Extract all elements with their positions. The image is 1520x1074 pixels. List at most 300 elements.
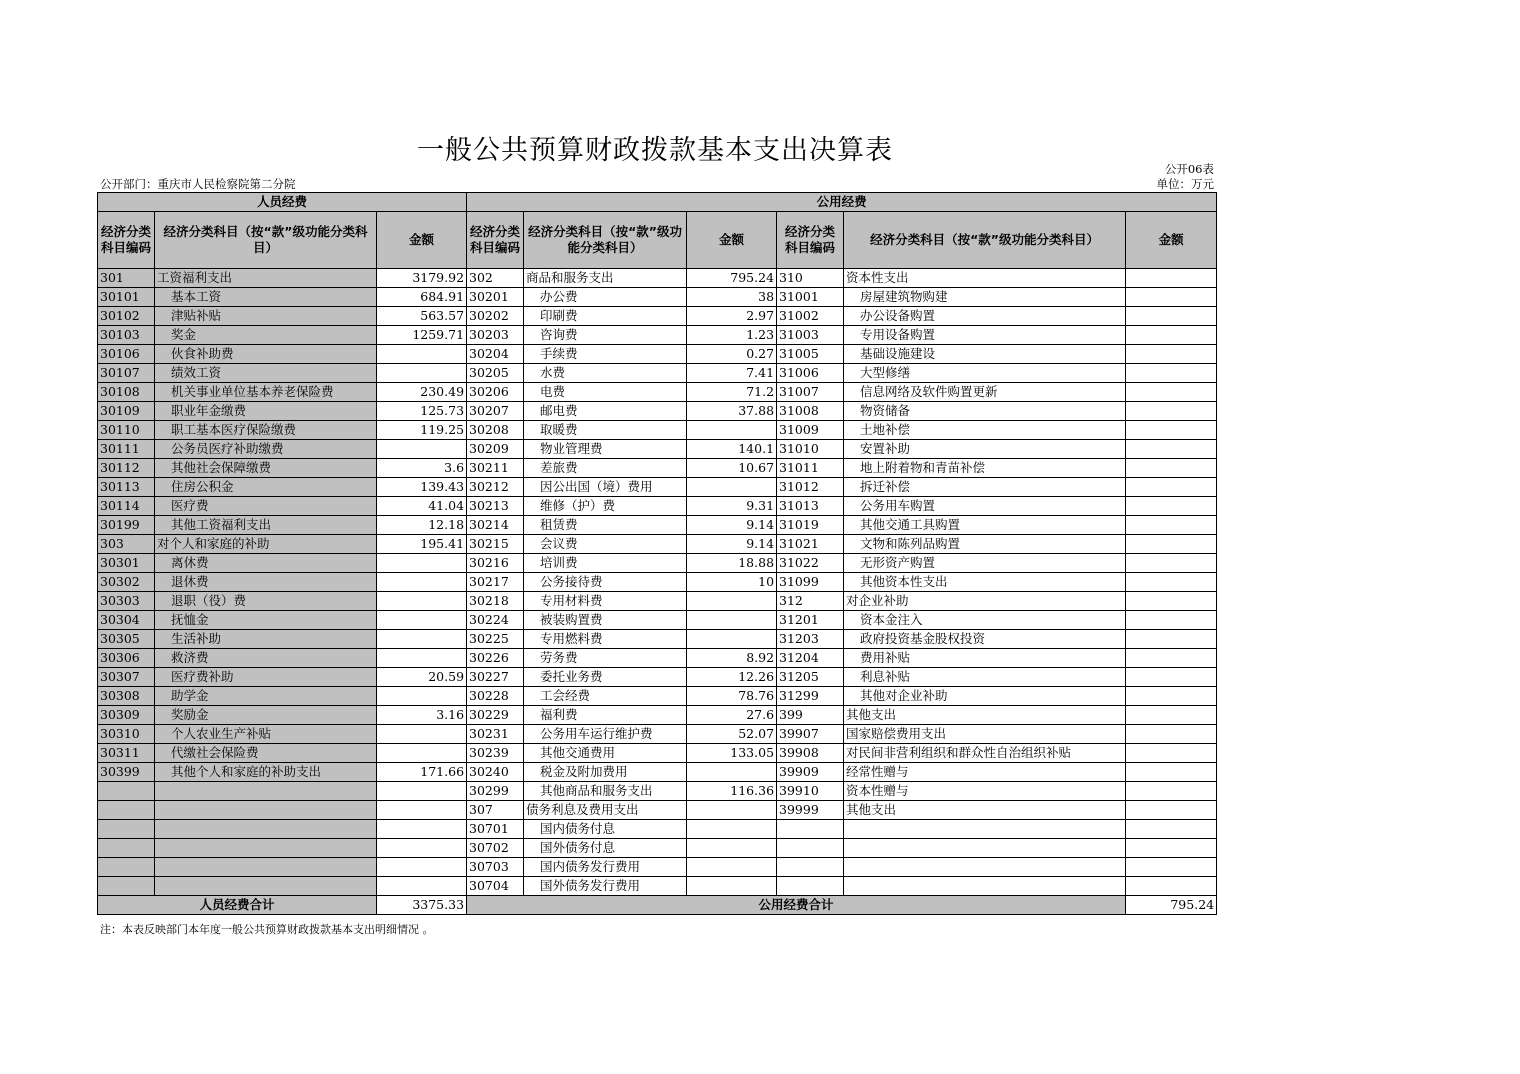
name-cell-c: 物资储备 bbox=[844, 402, 1126, 421]
code-cell-a bbox=[98, 820, 155, 839]
table-row bbox=[98, 478, 1217, 497]
name-cell-c bbox=[844, 839, 1126, 858]
amount-cell-b bbox=[687, 801, 777, 820]
code-cell-a: 30113 bbox=[98, 478, 155, 497]
name-cell-b: 取暖费 bbox=[524, 421, 687, 440]
code-cell-a: 30114 bbox=[98, 497, 155, 516]
amount-cell-a: 195.41 bbox=[377, 535, 467, 554]
code-cell-b: 30703 bbox=[467, 858, 524, 877]
amount-cell-c bbox=[1126, 345, 1217, 364]
amount-cell-b: 2.97 bbox=[687, 307, 777, 326]
header-name-a: 经济分类科目（按“款”级功能分类科目） bbox=[155, 212, 377, 269]
code-cell-b: 30206 bbox=[467, 383, 524, 402]
name-cell-c: 办公设备购置 bbox=[844, 307, 1126, 326]
name-cell-c: 费用补贴 bbox=[844, 649, 1126, 668]
name-cell-a bbox=[155, 820, 377, 839]
amount-cell-a: 12.18 bbox=[377, 516, 467, 535]
amount-cell-a bbox=[377, 744, 467, 763]
code-cell-a: 30302 bbox=[98, 573, 155, 592]
code-cell-a: 30112 bbox=[98, 459, 155, 478]
name-cell-c: 资本性支出 bbox=[844, 269, 1126, 288]
amount-cell-c bbox=[1126, 820, 1217, 839]
amount-cell-b: 38 bbox=[687, 288, 777, 307]
header-name-b: 经济分类科目（按“款”级功能分类科目） bbox=[524, 212, 687, 269]
name-cell-c: 基础设施建设 bbox=[844, 345, 1126, 364]
amount-cell-b bbox=[687, 858, 777, 877]
amount-cell-b bbox=[687, 839, 777, 858]
amount-cell-b bbox=[687, 611, 777, 630]
code-cell-a: 30303 bbox=[98, 592, 155, 611]
amount-cell-a bbox=[377, 877, 467, 896]
amount-cell-a bbox=[377, 725, 467, 744]
name-cell-c: 土地补偿 bbox=[844, 421, 1126, 440]
name-cell-a: 奖金 bbox=[155, 326, 377, 345]
name-cell-c: 其他支出 bbox=[844, 801, 1126, 820]
header-amount-b: 金额 bbox=[687, 212, 777, 269]
amount-cell-c bbox=[1126, 383, 1217, 402]
name-cell-b: 其他商品和服务支出 bbox=[524, 782, 687, 801]
amount-cell-a bbox=[377, 440, 467, 459]
amount-cell-a: 171.66 bbox=[377, 763, 467, 782]
name-cell-c: 安置补助 bbox=[844, 440, 1126, 459]
name-cell-b: 国外债务付息 bbox=[524, 839, 687, 858]
code-cell-b: 30240 bbox=[467, 763, 524, 782]
code-cell-b: 30218 bbox=[467, 592, 524, 611]
public-total-value: 795.24 bbox=[1126, 896, 1217, 915]
name-cell-a: 生活补助 bbox=[155, 630, 377, 649]
name-cell-b: 差旅费 bbox=[524, 459, 687, 478]
code-cell-c: 310 bbox=[777, 269, 844, 288]
table-row bbox=[98, 839, 1217, 858]
amount-cell-c bbox=[1126, 877, 1217, 896]
table-row bbox=[98, 421, 1217, 440]
name-cell-a: 职业年金缴费 bbox=[155, 402, 377, 421]
name-cell-c: 拆迁补偿 bbox=[844, 478, 1126, 497]
name-cell-b: 委托业务费 bbox=[524, 668, 687, 687]
name-cell-a: 绩效工资 bbox=[155, 364, 377, 383]
name-cell-b: 物业管理费 bbox=[524, 440, 687, 459]
totals-row bbox=[98, 896, 1217, 915]
amount-cell-c bbox=[1126, 687, 1217, 706]
name-cell-a: 救济费 bbox=[155, 649, 377, 668]
amount-cell-c bbox=[1126, 440, 1217, 459]
code-cell-a: 30306 bbox=[98, 649, 155, 668]
name-cell-a: 住房公积金 bbox=[155, 478, 377, 497]
amount-cell-c bbox=[1126, 326, 1217, 345]
name-cell-c bbox=[844, 877, 1126, 896]
code-cell-c bbox=[777, 877, 844, 896]
code-cell-c: 31005 bbox=[777, 345, 844, 364]
amount-cell-c bbox=[1126, 839, 1217, 858]
name-cell-b: 维修（护）费 bbox=[524, 497, 687, 516]
amount-cell-a bbox=[377, 820, 467, 839]
name-cell-a: 其他个人和家庭的补助支出 bbox=[155, 763, 377, 782]
name-cell-a: 其他工资福利支出 bbox=[155, 516, 377, 535]
table-row bbox=[98, 364, 1217, 383]
table-row bbox=[98, 440, 1217, 459]
amount-cell-b bbox=[687, 421, 777, 440]
amount-cell-b: 8.92 bbox=[687, 649, 777, 668]
code-cell-c bbox=[777, 858, 844, 877]
amount-cell-b: 10.67 bbox=[687, 459, 777, 478]
code-cell-a: 30106 bbox=[98, 345, 155, 364]
code-cell-c: 31019 bbox=[777, 516, 844, 535]
public-total-label: 公用经费合计 bbox=[467, 896, 1126, 915]
department-label: 公开部门：重庆市人民检察院第二分院 bbox=[100, 177, 296, 191]
code-cell-a: 301 bbox=[98, 269, 155, 288]
name-cell-c: 对民间非营利组织和群众性自治组织补贴 bbox=[844, 744, 1126, 763]
doc-number: 公开06表 bbox=[1164, 162, 1214, 176]
name-cell-c: 专用设备购置 bbox=[844, 326, 1126, 345]
code-cell-b: 30225 bbox=[467, 630, 524, 649]
name-cell-a bbox=[155, 782, 377, 801]
amount-cell-a bbox=[377, 782, 467, 801]
amount-cell-c bbox=[1126, 725, 1217, 744]
code-cell-c: 31201 bbox=[777, 611, 844, 630]
name-cell-b: 国外债务发行费用 bbox=[524, 877, 687, 896]
code-cell-c: 31011 bbox=[777, 459, 844, 478]
code-cell-b: 30208 bbox=[467, 421, 524, 440]
code-cell-a: 30101 bbox=[98, 288, 155, 307]
name-cell-a bbox=[155, 801, 377, 820]
amount-cell-a bbox=[377, 630, 467, 649]
amount-cell-b bbox=[687, 820, 777, 839]
code-cell-b: 30215 bbox=[467, 535, 524, 554]
amount-cell-c bbox=[1126, 611, 1217, 630]
name-cell-b: 专用燃料费 bbox=[524, 630, 687, 649]
amount-cell-c bbox=[1126, 782, 1217, 801]
code-cell-b: 30211 bbox=[467, 459, 524, 478]
code-cell-c: 31006 bbox=[777, 364, 844, 383]
amount-cell-c bbox=[1126, 497, 1217, 516]
amount-cell-b: 37.88 bbox=[687, 402, 777, 421]
code-cell-a: 30108 bbox=[98, 383, 155, 402]
code-cell-a bbox=[98, 877, 155, 896]
name-cell-a: 津贴补贴 bbox=[155, 307, 377, 326]
footnote: 注：本表反映部门本年度一般公共预算财政拨款基本支出明细情况 。 bbox=[100, 923, 434, 936]
table-row bbox=[98, 402, 1217, 421]
name-cell-a: 公务员医疗补助缴费 bbox=[155, 440, 377, 459]
amount-cell-b: 12.26 bbox=[687, 668, 777, 687]
name-cell-b: 其他交通费用 bbox=[524, 744, 687, 763]
code-cell-a: 30111 bbox=[98, 440, 155, 459]
table-row bbox=[98, 820, 1217, 839]
table-row bbox=[98, 668, 1217, 687]
code-cell-c: 31007 bbox=[777, 383, 844, 402]
table-row bbox=[98, 649, 1217, 668]
name-cell-c: 利息补贴 bbox=[844, 668, 1126, 687]
table-row bbox=[98, 383, 1217, 402]
table-row bbox=[98, 801, 1217, 820]
code-cell-c: 31299 bbox=[777, 687, 844, 706]
code-cell-a: 30107 bbox=[98, 364, 155, 383]
code-cell-b: 30217 bbox=[467, 573, 524, 592]
amount-cell-a bbox=[377, 573, 467, 592]
code-cell-b: 30203 bbox=[467, 326, 524, 345]
amount-cell-c bbox=[1126, 573, 1217, 592]
table-row bbox=[98, 459, 1217, 478]
amount-cell-c bbox=[1126, 649, 1217, 668]
name-cell-c: 其他支出 bbox=[844, 706, 1126, 725]
name-cell-a: 助学金 bbox=[155, 687, 377, 706]
section-public: 公用经费 bbox=[467, 193, 1217, 212]
column-header-row bbox=[98, 212, 1217, 269]
code-cell-a: 30307 bbox=[98, 668, 155, 687]
name-cell-b: 租赁费 bbox=[524, 516, 687, 535]
code-cell-c: 31013 bbox=[777, 497, 844, 516]
name-cell-a bbox=[155, 877, 377, 896]
code-cell-a: 30310 bbox=[98, 725, 155, 744]
amount-cell-b: 9.14 bbox=[687, 516, 777, 535]
table-row bbox=[98, 307, 1217, 326]
name-cell-a bbox=[155, 858, 377, 877]
section-personnel: 人员经费 bbox=[98, 193, 467, 212]
name-cell-a: 退休费 bbox=[155, 573, 377, 592]
code-cell-b: 30213 bbox=[467, 497, 524, 516]
amount-cell-a bbox=[377, 801, 467, 820]
name-cell-c bbox=[844, 820, 1126, 839]
code-cell-a: 30102 bbox=[98, 307, 155, 326]
name-cell-b: 工会经费 bbox=[524, 687, 687, 706]
expenditure-table bbox=[97, 192, 1217, 915]
table-row bbox=[98, 554, 1217, 573]
code-cell-b: 30212 bbox=[467, 478, 524, 497]
code-cell-b: 30227 bbox=[467, 668, 524, 687]
code-cell-c: 31021 bbox=[777, 535, 844, 554]
amount-cell-b: 27.6 bbox=[687, 706, 777, 725]
page-title: 一般公共预算财政拨款基本支出决算表 bbox=[417, 135, 893, 166]
amount-cell-c bbox=[1126, 459, 1217, 478]
name-cell-b: 邮电费 bbox=[524, 402, 687, 421]
name-cell-a: 退职（役）费 bbox=[155, 592, 377, 611]
code-cell-c: 39910 bbox=[777, 782, 844, 801]
amount-cell-b: 9.14 bbox=[687, 535, 777, 554]
amount-cell-c bbox=[1126, 535, 1217, 554]
name-cell-c: 其他对企业补助 bbox=[844, 687, 1126, 706]
name-cell-b: 国内债务发行费用 bbox=[524, 858, 687, 877]
amount-cell-a bbox=[377, 345, 467, 364]
amount-cell-a: 20.59 bbox=[377, 668, 467, 687]
name-cell-b: 水费 bbox=[524, 364, 687, 383]
name-cell-c: 政府投资基金股权投资 bbox=[844, 630, 1126, 649]
code-cell-c: 31001 bbox=[777, 288, 844, 307]
name-cell-a: 其他社会保障缴费 bbox=[155, 459, 377, 478]
code-cell-c: 31022 bbox=[777, 554, 844, 573]
amount-cell-c bbox=[1126, 478, 1217, 497]
code-cell-b: 30201 bbox=[467, 288, 524, 307]
amount-cell-a bbox=[377, 687, 467, 706]
name-cell-c: 资本金注入 bbox=[844, 611, 1126, 630]
amount-cell-b: 1.23 bbox=[687, 326, 777, 345]
amount-cell-c bbox=[1126, 706, 1217, 725]
amount-cell-a bbox=[377, 649, 467, 668]
code-cell-b: 30239 bbox=[467, 744, 524, 763]
code-cell-c: 31204 bbox=[777, 649, 844, 668]
name-cell-c: 国家赔偿费用支出 bbox=[844, 725, 1126, 744]
name-cell-c: 文物和陈列品购置 bbox=[844, 535, 1126, 554]
amount-cell-a: 684.91 bbox=[377, 288, 467, 307]
name-cell-c: 地上附着物和青苗补偿 bbox=[844, 459, 1126, 478]
amount-cell-a bbox=[377, 554, 467, 573]
code-cell-c: 39999 bbox=[777, 801, 844, 820]
code-cell-b: 30224 bbox=[467, 611, 524, 630]
amount-cell-a: 230.49 bbox=[377, 383, 467, 402]
amount-cell-b: 10 bbox=[687, 573, 777, 592]
amount-cell-c bbox=[1126, 402, 1217, 421]
code-cell-c bbox=[777, 820, 844, 839]
code-cell-c: 31009 bbox=[777, 421, 844, 440]
name-cell-b: 公务用车运行维护费 bbox=[524, 725, 687, 744]
amount-cell-c bbox=[1126, 288, 1217, 307]
name-cell-a: 医疗费 bbox=[155, 497, 377, 516]
code-cell-a: 30103 bbox=[98, 326, 155, 345]
code-cell-b: 30214 bbox=[467, 516, 524, 535]
table-row bbox=[98, 782, 1217, 801]
code-cell-a: 303 bbox=[98, 535, 155, 554]
name-cell-a: 代缴社会保险费 bbox=[155, 744, 377, 763]
code-cell-c: 31205 bbox=[777, 668, 844, 687]
code-cell-c: 31099 bbox=[777, 573, 844, 592]
name-cell-b: 公务接待费 bbox=[524, 573, 687, 592]
table-row bbox=[98, 687, 1217, 706]
name-cell-a: 职工基本医疗保险缴费 bbox=[155, 421, 377, 440]
amount-cell-b: 140.1 bbox=[687, 440, 777, 459]
personnel-total-value: 3375.33 bbox=[377, 896, 467, 915]
amount-cell-b bbox=[687, 478, 777, 497]
code-cell-c bbox=[777, 839, 844, 858]
amount-cell-c bbox=[1126, 668, 1217, 687]
code-cell-a: 30301 bbox=[98, 554, 155, 573]
name-cell-b: 因公出国（境）费用 bbox=[524, 478, 687, 497]
table-row bbox=[98, 535, 1217, 554]
table-row bbox=[98, 706, 1217, 725]
header-amount-c: 金额 bbox=[1126, 212, 1217, 269]
name-cell-c: 公务用车购置 bbox=[844, 497, 1126, 516]
name-cell-b: 商品和服务支出 bbox=[524, 269, 687, 288]
name-cell-c: 对企业补助 bbox=[844, 592, 1126, 611]
name-cell-c: 无形资产购置 bbox=[844, 554, 1126, 573]
personnel-total-label: 人员经费合计 bbox=[98, 896, 377, 915]
name-cell-b: 税金及附加费用 bbox=[524, 763, 687, 782]
name-cell-a: 基本工资 bbox=[155, 288, 377, 307]
amount-cell-a: 3179.92 bbox=[377, 269, 467, 288]
amount-cell-a: 1259.71 bbox=[377, 326, 467, 345]
amount-cell-b: 71.2 bbox=[687, 383, 777, 402]
amount-cell-a bbox=[377, 364, 467, 383]
code-cell-b: 30202 bbox=[467, 307, 524, 326]
name-cell-b: 咨询费 bbox=[524, 326, 687, 345]
code-cell-a: 30110 bbox=[98, 421, 155, 440]
code-cell-c: 31003 bbox=[777, 326, 844, 345]
table-row bbox=[98, 345, 1217, 364]
code-cell-b: 30226 bbox=[467, 649, 524, 668]
amount-cell-c bbox=[1126, 744, 1217, 763]
table-row bbox=[98, 592, 1217, 611]
table-row bbox=[98, 269, 1217, 288]
code-cell-c: 39907 bbox=[777, 725, 844, 744]
amount-cell-c bbox=[1126, 421, 1217, 440]
amount-cell-c bbox=[1126, 554, 1217, 573]
amount-cell-a: 41.04 bbox=[377, 497, 467, 516]
amount-cell-a bbox=[377, 839, 467, 858]
name-cell-b: 国内债务付息 bbox=[524, 820, 687, 839]
table-row bbox=[98, 877, 1217, 896]
name-cell-c: 资本性赠与 bbox=[844, 782, 1126, 801]
amount-cell-b bbox=[687, 630, 777, 649]
name-cell-a: 奖励金 bbox=[155, 706, 377, 725]
name-cell-c bbox=[844, 858, 1126, 877]
amount-cell-b: 795.24 bbox=[687, 269, 777, 288]
name-cell-c: 其他资本性支出 bbox=[844, 573, 1126, 592]
code-cell-a: 30305 bbox=[98, 630, 155, 649]
code-cell-a: 30309 bbox=[98, 706, 155, 725]
amount-cell-a: 125.73 bbox=[377, 402, 467, 421]
code-cell-b: 30299 bbox=[467, 782, 524, 801]
amount-cell-b: 78.76 bbox=[687, 687, 777, 706]
amount-cell-c bbox=[1126, 858, 1217, 877]
name-cell-b: 办公费 bbox=[524, 288, 687, 307]
name-cell-a: 抚恤金 bbox=[155, 611, 377, 630]
name-cell-c: 房屋建筑物购建 bbox=[844, 288, 1126, 307]
amount-cell-c bbox=[1126, 763, 1217, 782]
code-cell-a: 30304 bbox=[98, 611, 155, 630]
code-cell-c: 39909 bbox=[777, 763, 844, 782]
name-cell-c: 经常性赠与 bbox=[844, 763, 1126, 782]
code-cell-a: 30109 bbox=[98, 402, 155, 421]
amount-cell-b: 52.07 bbox=[687, 725, 777, 744]
code-cell-b: 30207 bbox=[467, 402, 524, 421]
amount-cell-a: 119.25 bbox=[377, 421, 467, 440]
table-row bbox=[98, 763, 1217, 782]
table-row bbox=[98, 288, 1217, 307]
section-header-row bbox=[98, 193, 1217, 212]
unit-label: 单位：万元 bbox=[1156, 177, 1214, 191]
name-cell-a: 伙食补助费 bbox=[155, 345, 377, 364]
code-cell-c: 31002 bbox=[777, 307, 844, 326]
name-cell-a: 医疗费补助 bbox=[155, 668, 377, 687]
header-code-c: 经济分类科目编码 bbox=[777, 212, 844, 269]
name-cell-a bbox=[155, 839, 377, 858]
code-cell-b: 30229 bbox=[467, 706, 524, 725]
amount-cell-b bbox=[687, 763, 777, 782]
amount-cell-a: 139.43 bbox=[377, 478, 467, 497]
header-code-a: 经济分类科目编码 bbox=[98, 212, 155, 269]
table-row bbox=[98, 630, 1217, 649]
code-cell-b: 30228 bbox=[467, 687, 524, 706]
code-cell-a bbox=[98, 801, 155, 820]
amount-cell-a bbox=[377, 592, 467, 611]
amount-cell-b: 18.88 bbox=[687, 554, 777, 573]
name-cell-a: 对个人和家庭的补助 bbox=[155, 535, 377, 554]
code-cell-b: 30205 bbox=[467, 364, 524, 383]
code-cell-a: 30308 bbox=[98, 687, 155, 706]
name-cell-a: 机关事业单位基本养老保险费 bbox=[155, 383, 377, 402]
name-cell-a: 个人农业生产补贴 bbox=[155, 725, 377, 744]
amount-cell-b: 0.27 bbox=[687, 345, 777, 364]
code-cell-a bbox=[98, 839, 155, 858]
code-cell-c: 31010 bbox=[777, 440, 844, 459]
name-cell-b: 劳务费 bbox=[524, 649, 687, 668]
name-cell-a: 离休费 bbox=[155, 554, 377, 573]
amount-cell-c bbox=[1126, 364, 1217, 383]
amount-cell-b bbox=[687, 877, 777, 896]
table-row bbox=[98, 744, 1217, 763]
amount-cell-b: 7.41 bbox=[687, 364, 777, 383]
code-cell-b: 307 bbox=[467, 801, 524, 820]
name-cell-b: 债务利息及费用支出 bbox=[524, 801, 687, 820]
name-cell-c: 大型修缮 bbox=[844, 364, 1126, 383]
code-cell-b: 30704 bbox=[467, 877, 524, 896]
